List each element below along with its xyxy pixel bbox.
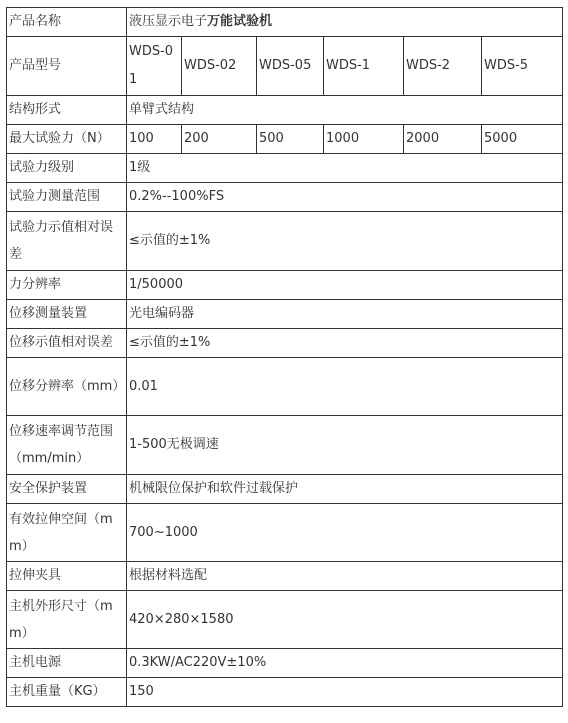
row-displacement-error: [7, 329, 563, 358]
row-product-name: [7, 8, 563, 37]
row-force-resolution: [7, 271, 563, 300]
max-force-cell: 2000: [404, 125, 482, 154]
label-force-grade: 试验力级别: [7, 154, 127, 183]
label-clamp: 拉伸夹具: [7, 562, 127, 591]
row-model: [7, 37, 563, 96]
label-power: 主机电源: [7, 649, 127, 678]
value-force-error: ≤示值的±1%: [127, 212, 563, 271]
value-power: 0.3KW/AC220V±10%: [127, 649, 563, 678]
label-speed-range: 位移速率调节范围（mm/min）: [7, 416, 127, 475]
row-structure: [7, 96, 563, 125]
row-dimensions: [7, 591, 563, 649]
product-name-strong: 万能试验机: [207, 14, 273, 29]
label-displacement-resolution: 位移分辨率（mm）: [7, 358, 127, 416]
max-force-cell: 1000: [324, 125, 404, 154]
value-product-name: [127, 8, 563, 37]
value-stretch-space: 700~1000: [127, 504, 563, 562]
value-structure: 单臂式结构: [127, 96, 563, 125]
value-force-grade: 1级: [127, 154, 563, 183]
row-displacement-resolution: [7, 358, 563, 416]
model-cell: WDS-1: [324, 37, 404, 96]
row-safety: [7, 475, 563, 504]
row-power: [7, 649, 563, 678]
label-force-resolution: 力分辨率: [7, 271, 127, 300]
max-force-cell: 100: [127, 125, 182, 154]
value-clamp: 根据材料选配: [127, 562, 563, 591]
label-structure: 结构形式: [7, 96, 127, 125]
row-force-grade: [7, 154, 563, 183]
label-weight: 主机重量（KG）: [7, 678, 127, 707]
label-stretch-space: 有效拉伸空间（mm）: [7, 504, 127, 562]
label-safety: 安全保护装置: [7, 475, 127, 504]
value-force-resolution: 1/50000: [127, 271, 563, 300]
product-name-prefix: 液压显示电子: [129, 14, 208, 29]
value-speed-range: 1-500无极调速: [127, 416, 563, 475]
value-weight: 150: [127, 678, 563, 707]
label-model: 产品型号: [7, 37, 127, 96]
row-speed-range: [7, 416, 563, 475]
value-displacement-device: 光电编码器: [127, 300, 563, 329]
value-force-range: 0.2%--100%FS: [127, 183, 563, 212]
label-force-range: 试验力测量范围: [7, 183, 127, 212]
model-cell: WDS-05: [257, 37, 324, 96]
row-force-range: [7, 183, 563, 212]
label-force-error: 试验力示值相对误差: [7, 212, 127, 271]
spec-table: [6, 7, 563, 707]
row-stretch-space: [7, 504, 563, 562]
max-force-cell: 500: [257, 125, 324, 154]
max-force-cell: 200: [182, 125, 257, 154]
label-product-name: 产品名称: [7, 8, 127, 37]
model-cell: WDS-2: [404, 37, 482, 96]
label-dimensions: 主机外形尺寸（mm）: [7, 591, 127, 649]
max-force-cell: 5000: [482, 125, 563, 154]
label-max-force: 最大试验力（N）: [7, 125, 127, 154]
row-clamp: [7, 562, 563, 591]
label-displacement-device: 位移测量装置: [7, 300, 127, 329]
value-displacement-resolution: 0.01: [127, 358, 563, 416]
value-dimensions: 420×280×1580: [127, 591, 563, 649]
row-max-force: [7, 125, 563, 154]
value-safety: 机械限位保护和软件过载保护: [127, 475, 563, 504]
model-cell: WDS-01: [127, 37, 182, 96]
row-displacement-device: [7, 300, 563, 329]
row-force-error: [7, 212, 563, 271]
model-cell: WDS-5: [482, 37, 563, 96]
model-cell: WDS-02: [182, 37, 257, 96]
label-displacement-error: 位移示值相对误差: [7, 329, 127, 358]
value-displacement-error: ≤示值的±1%: [127, 329, 563, 358]
row-weight: [7, 678, 563, 707]
